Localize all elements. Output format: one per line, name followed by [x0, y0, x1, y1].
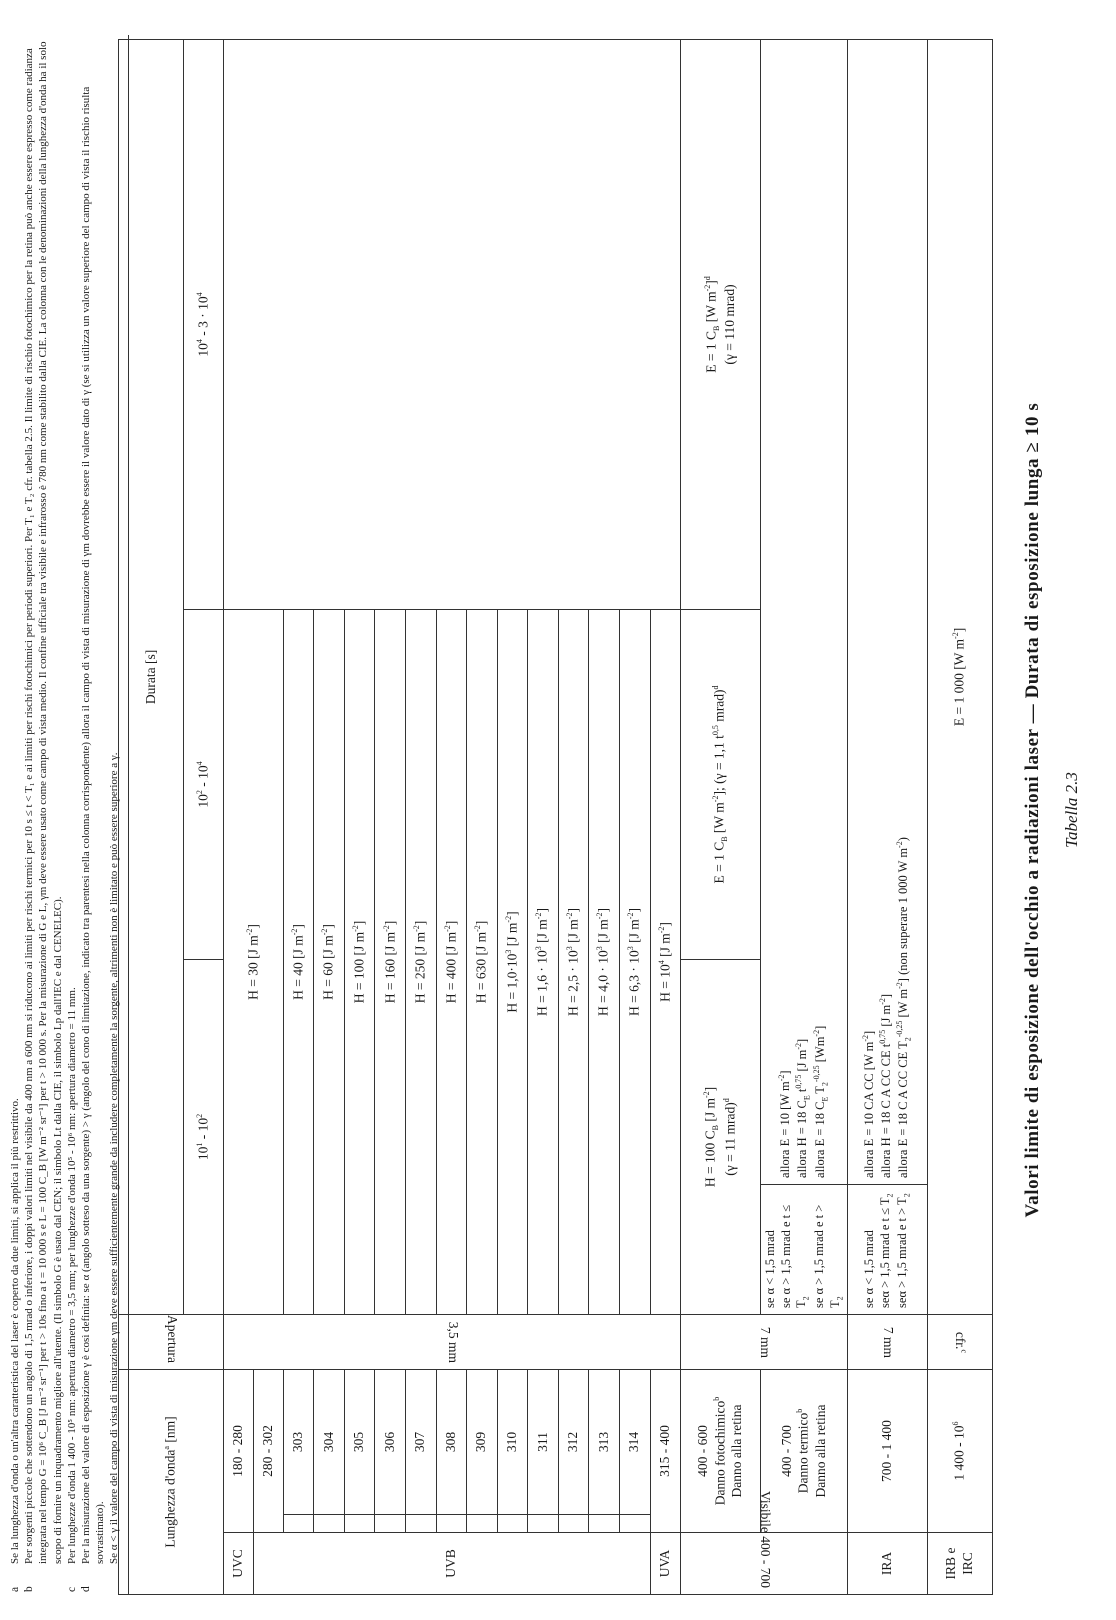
- uvb-314: 314: [619, 1369, 650, 1514]
- uvb-312: 312: [558, 1369, 589, 1514]
- footnote: [8, 32, 22, 1592]
- value-photo-mid: E = 1 $C_B$ [W $m^{-2}$]; (γ = 1,1 $t^{0,5}$ mrad)$^d$: [681, 609, 761, 959]
- range-irb: 1 $400 - 10^6$: [928, 1369, 993, 1532]
- range-uvc: 180 - 280: [224, 1369, 254, 1532]
- uvb-h-307: H = 250 [J $m^{-2}$]: [406, 609, 437, 1314]
- uvb-h-308: H = 400 [J $m^{-2}$]: [436, 609, 467, 1314]
- band-uvb: UVB: [253, 1533, 650, 1595]
- wavelength-header: Lunghezza d'onda$^a$ [nm]: [119, 1369, 224, 1594]
- uvb-h-305: H = 100 [J $m^{-2}$]: [344, 609, 375, 1314]
- uvb-h-306: H = 160 [J $m^{-2}$]: [375, 609, 406, 1314]
- range-uva: 315 - 400: [650, 1369, 681, 1532]
- uvb-h-310: $H = 1,0\cdot 10^3$ [J $m^{-2}$]: [497, 609, 528, 1314]
- range-photo: 400 - 600 Danno fotochimico$^b$ Danno alla retina: [681, 1369, 761, 1532]
- aperture-uv: 3,5 mm: [224, 1314, 681, 1369]
- duration-header: Durata [s]: [119, 39, 184, 1314]
- table-label: Tabella 2.3: [1062, 772, 1081, 848]
- uvb-305: 305: [344, 1369, 375, 1514]
- uvb-303: 303: [283, 1369, 314, 1514]
- col-10-2-10-4: $10^2 - 10^4$: [184, 609, 224, 959]
- band-uvc: UVC: [224, 1533, 254, 1595]
- value-irb: E = 1 000 [W $m^{-2}$]: [928, 39, 993, 1314]
- uvb-306: 306: [375, 1369, 406, 1514]
- ira-conditions: se α < 1,5 mrad seα > 1,5 mrad e $t \le T_2$ seα > 1,5 mrad e $t > T_2$: [848, 1184, 928, 1314]
- value-uva: $H = 10^4$ [J $m^{-2}$]: [650, 609, 681, 1314]
- uvb-304: 304: [314, 1369, 345, 1514]
- value-photo-short: H = 100 $C_B$ [J $m^{-2}$] (γ = 11 mrad)$^d$: [681, 959, 761, 1314]
- col-10-4-3x10-4: $10^4 - 3 \cdot 10^4$: [184, 39, 224, 609]
- uvb-313: 313: [589, 1369, 620, 1514]
- band-irb-irc: IRB e IRC: [928, 1533, 993, 1595]
- thermal-conditions: se α < 1,5 mrad se α > 1,5 mrad e $t \le T_2$ se α > 1,5 mrad e $t > T_2$: [761, 1184, 848, 1314]
- footnote-text: Se la lunghezza d'onda o un'altra caratteristica del laser è coperto da due limiti, si applica il più restrittivo.: [9, 1098, 21, 1564]
- aperture-visible: 7 mm: [681, 1314, 848, 1369]
- col-10-1-10-2: $10^1 - 10^2$: [184, 959, 224, 1314]
- band-ira: IRA: [848, 1533, 928, 1595]
- footnote: [22, 32, 65, 1592]
- footnote-key: b: [23, 1586, 36, 1592]
- uvb-308: 308: [436, 1369, 467, 1514]
- band-visible: Visibile 400 - 700: [681, 1533, 848, 1595]
- uvb-h-304: H = 60 [J $m^{-2}$]: [314, 609, 345, 1314]
- uvb-h-312: $H = 2,5 \cdot 10^3$ [J $m^{-2}$]: [558, 609, 589, 1314]
- uvb-h-309: H = 630 [J $m^{-2}$]: [467, 609, 498, 1314]
- thermal-values: allora E = 10 [W $m^{-2}$] allora H = 18 $C_E$ $t^{0,75}$ [J $m^{-2}$] allora E = 18 $C_E$ $T_2^{-0,25}$ $[Wm^{-2}]$: [761, 39, 848, 1184]
- uvb-h-314: $H = 6,3 \cdot 10^3$ [J $m^{-2}$]: [619, 609, 650, 1314]
- uvb-311: 311: [528, 1369, 559, 1514]
- uv-long-empty: [224, 39, 681, 609]
- footnote-key: a: [9, 1586, 21, 1592]
- footnote-key: [107, 1564, 121, 1592]
- uvb-310: 310: [497, 1369, 528, 1514]
- footnote-text: Per sorgenti piccole che sottendono un angolo di 1,5 mrad o inferiore, i doppi valori limiti nel visibile da 400 nm a 600 nm si riducono ai limiti per rischi termici per 10 s ≤ t < T₁ e ai limiti per rischi fotochimici per periodi superiori. Per T₁ e T₂ cfr. tabella 2.5. Il limite di rischio fotochimico per la retina può anche essere espresso come radianza integrata nel tempo G = 10⁶ C_B [J m⁻² sr⁻¹] per t > 10s fino a t = 10 000 s e L = 100 C_B [W m⁻² sr⁻¹] per t > 10 000 s. Per la misurazione di G e L, γm deve essere usato come campo di vista medio. Il confine ufficiale tra visibile e infrarosso è 780 nm come stabilito dalla CIE. La colonna con le denominazioni della lunghezza d'onda ha il solo scopo di fornire un inquadramento migliore all'utente. (Il simbolo G è usato dal CEN; il simbolo Lt dalla CIE, il simbolo Lp dall'IEC e dal CENELEC).: [23, 41, 64, 1564]
- uvb-h-303: H = 40 [J $m^{-2}$]: [283, 609, 314, 1314]
- footnote: [107, 32, 121, 1592]
- value-h30: H = 30 [J $m^{-2}$]: [224, 609, 284, 1314]
- exposure-limits-table: [118, 39, 993, 1595]
- footnote: [65, 32, 79, 1592]
- aperture-ira: 7 mm: [848, 1314, 928, 1369]
- footnote-text: Per la misurazione del valore di esposizione γ è così definita: se α (angolo sotteso da una sorgente) > γ (angolo del cono di limitazione, indicato tra parentesi nella colonna corrispondente) allora il campo di vista di misurazione di γm dovrebbe essere il valore dato di γ (se si utilizza un valore superiore del campo di vista il rischio risulta sovrastimato).: [80, 86, 107, 1564]
- aperture-header: Apertura: [119, 1314, 224, 1369]
- footnotes: [8, 32, 122, 1592]
- range-uvb-280-302: 280 - 302: [253, 1369, 283, 1532]
- footnote-text: Per lunghezze d'onda 1 400 - 10⁵ nm: apertura diametro = 3,5 mm; per lunghezze d'onda 10⁵ - 10⁶ nm: apertura diametro = 11 mm.: [65, 987, 78, 1564]
- table-title: Valori limite di esposizione dell'occhio a radiazioni laser — Durata di esposizione lunga ≥ 10 s: [1022, 402, 1043, 1218]
- uvb-307: 307: [406, 1369, 437, 1514]
- aperture-irb: cfr.$^c$: [928, 1314, 993, 1369]
- ira-values: allora E = 10 CA CC [W $m^{-2}$] allora H = 18 C A CC CE $t^{0,75}$ [J $m^{-2}$] allora E = 18 C A CC CE $T_2^{-0,25}$ [W $m^{-2}$] (non superare 1 000 W $m^{-2}$): [848, 39, 928, 1184]
- footnote-key: d: [80, 1586, 93, 1592]
- uvb-h-311: $H = 1,6 \cdot 10^3$ [J $m^{-2}$]: [528, 609, 559, 1314]
- footnote: [79, 32, 107, 1592]
- value-photo-long: E = 1 $C_B$ [W $m^{-2}]^d$ (γ = 110 mrad): [681, 39, 761, 609]
- footer-rule: [128, 35, 129, 1595]
- uvb-h-313: $H = 4,0 \cdot 10^3$ [J $m^{-2}$]: [589, 609, 620, 1314]
- range-thermal: 400 - 700 Danno termico$^b$ Danno alla retina: [761, 1369, 848, 1532]
- footnote-text: Se α < γ il valore del campo di vista di misurazione γm deve essere sufficientemente grande da includere completamente la sorgente, altrimenti non è limitato e può essere superiore a γ.: [108, 752, 121, 1564]
- band-uva: UVA: [650, 1533, 681, 1595]
- uvb-309: 309: [467, 1369, 498, 1514]
- footnote-key: c: [65, 1586, 78, 1592]
- range-ira: 700 - 1 400: [848, 1369, 928, 1532]
